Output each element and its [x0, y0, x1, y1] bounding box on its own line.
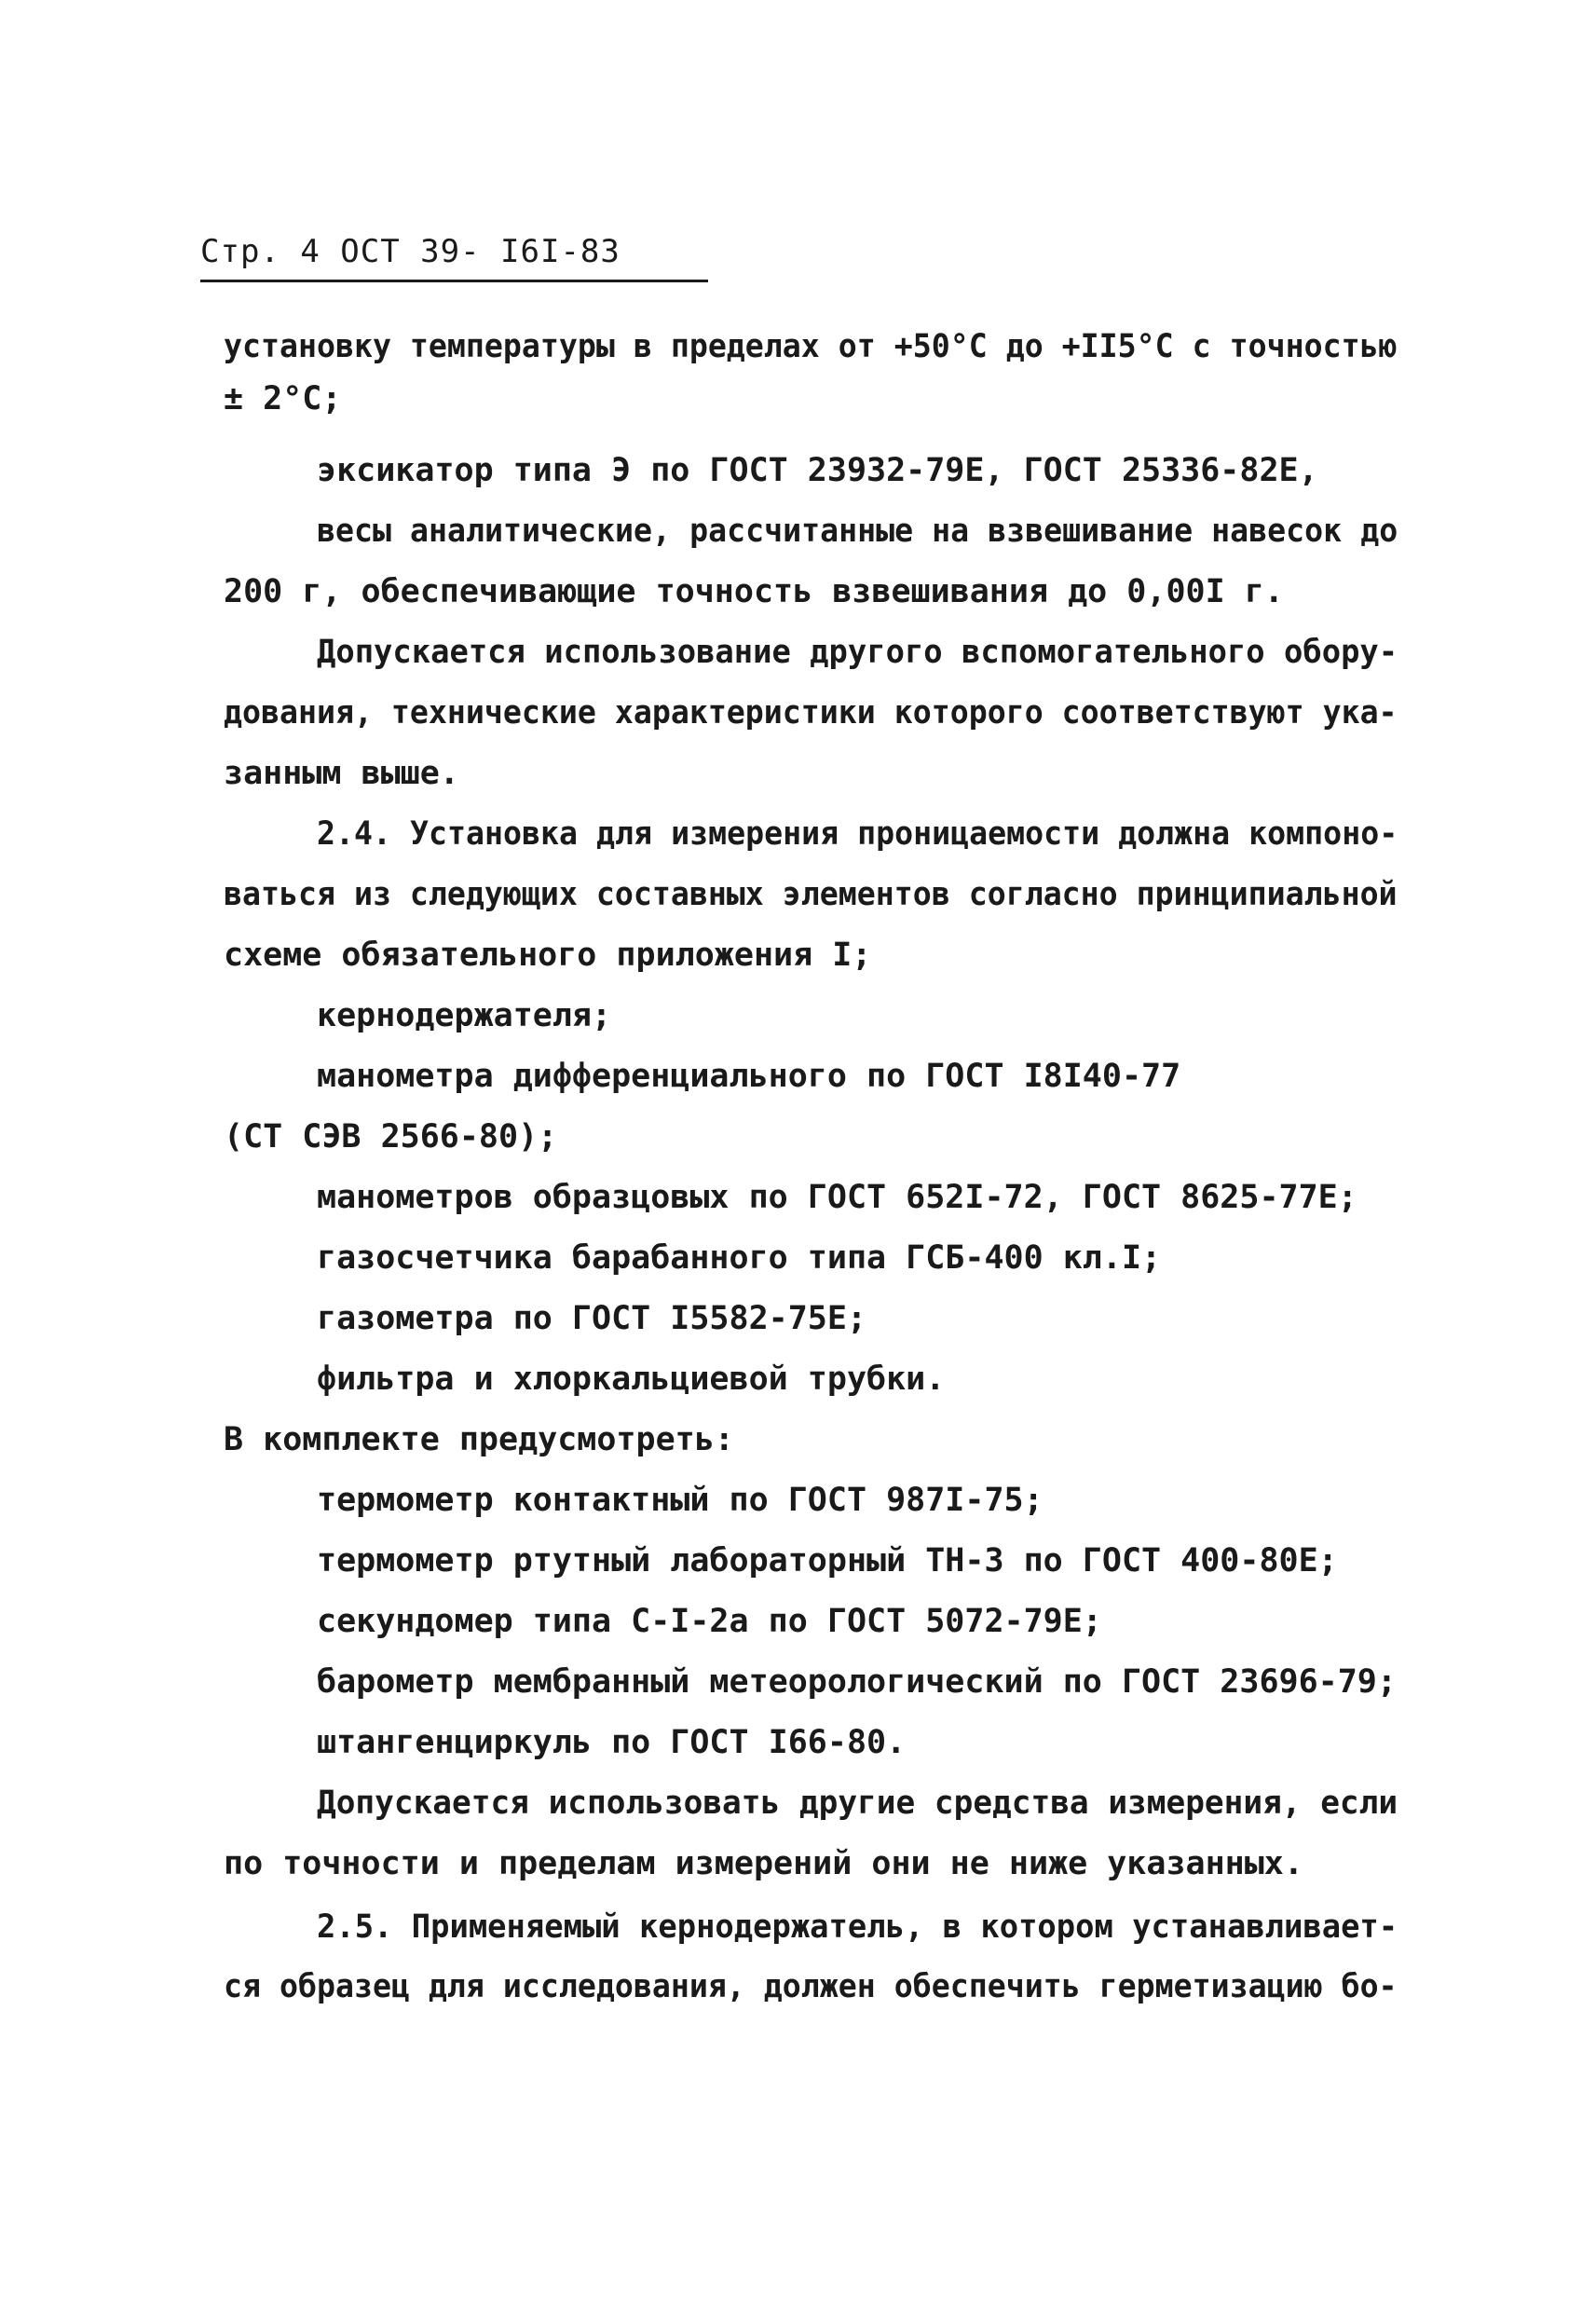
text-line: установку температуры в пределах от +50°С до +II5°С с точностью — [224, 328, 1398, 365]
text-line: ся образец для исследования, должен обеспечить герметизацию бо- — [224, 1968, 1398, 2005]
text-line: схеме обязательного приложения I; — [224, 937, 872, 974]
text-line: барометр мембранный метеорологический по ГОСТ 23696-79; — [317, 1663, 1397, 1701]
text-line: дования, технические характеристики которого соответствуют ука- — [224, 694, 1398, 732]
text-line: В комплекте предусмотреть: — [224, 1421, 734, 1458]
text-line: 2.4. Установка для измерения проницаемости должна компоно- — [317, 815, 1398, 853]
text-line: 2.5. Применяемый кернодержатель, в котором устанавливает- — [317, 1908, 1398, 1946]
text-line: манометров образцовых по ГОСТ 652I-72, ГОСТ 8625-77Е; — [317, 1179, 1357, 1216]
text-line: эксикатор типа Э по ГОСТ 23932-79Е, ГОСТ 25336-82Е, — [317, 452, 1318, 489]
text-line: манометра дифференциального по ГОСТ I8I40-77 — [317, 1058, 1181, 1095]
text-line: (СТ СЭВ 2566-80); — [224, 1118, 558, 1156]
header-underline — [200, 280, 708, 282]
page-header: Стр. 4 ОСТ 39- I6I-83 — [200, 233, 621, 270]
text-line: 200 г, обеспечивающие точность взвешивания до 0,00I г. — [224, 573, 1284, 610]
text-line: кернодержателя; — [317, 997, 612, 1034]
text-line: Допускается использование другого вспомогательного обору- — [317, 634, 1398, 671]
text-line: газосчетчика барабанного типа ГСБ-400 кл.I; — [317, 1239, 1162, 1277]
text-line: штангенциркуль по ГОСТ I66-80. — [317, 1724, 907, 1761]
text-line: термометр контактный по ГОСТ 987I-75; — [317, 1482, 1044, 1519]
text-line: фильтра и хлоркальциевой трубки. — [317, 1361, 946, 1398]
text-line: Допускается использовать другие средства измерения, если — [317, 1785, 1398, 1822]
text-line: занным выше. — [224, 755, 459, 792]
text-line: термометр ртутный лабораторный ТН-3 по ГОСТ 400-80Е; — [317, 1542, 1338, 1579]
text-line: ваться из следующих составных элементов согласно принципиальной — [224, 876, 1398, 913]
text-line: газометра по ГОСТ I5582-75Е; — [317, 1300, 867, 1337]
text-line: весы аналитические, рассчитанные на взвешивание навесок до — [317, 513, 1398, 550]
text-line: секундомер типа С-I-2а по ГОСТ 5072-79Е; — [317, 1603, 1102, 1640]
text-line: ± 2°С; — [224, 380, 342, 417]
text-line: по точности и пределам измерений они не ниже указанных. — [224, 1845, 1303, 1882]
